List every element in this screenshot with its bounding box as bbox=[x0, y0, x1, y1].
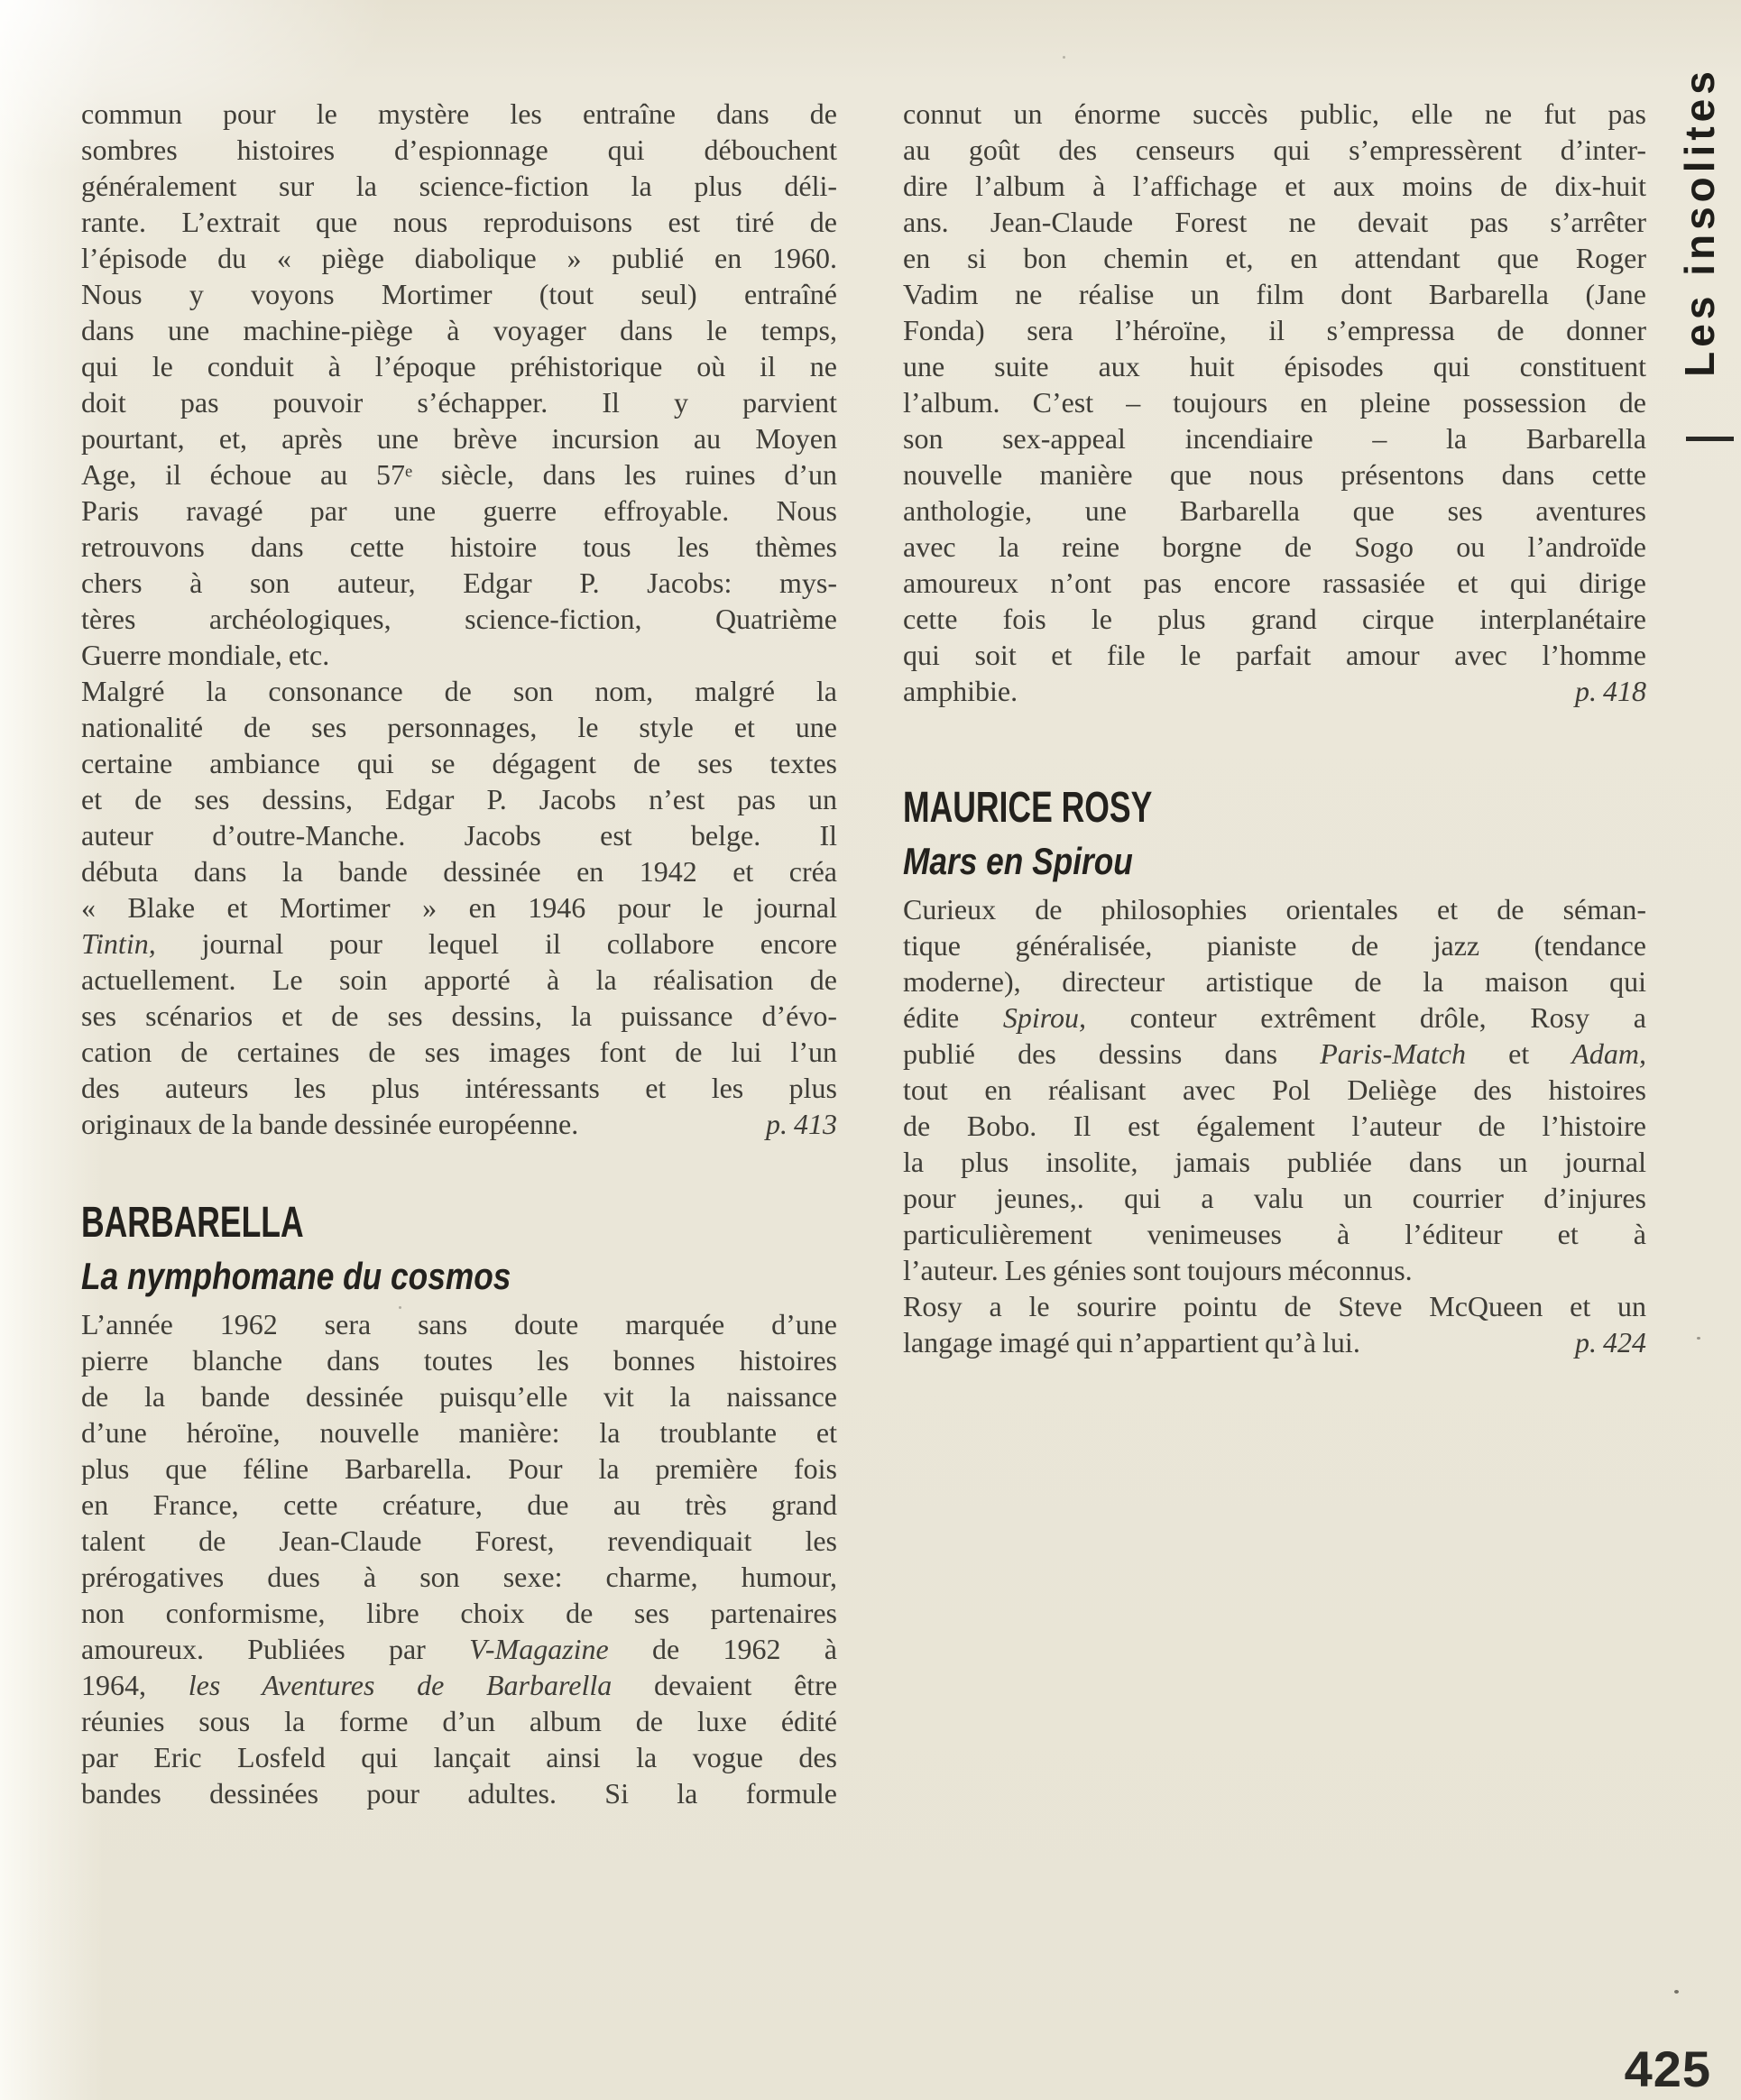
text-line: Malgré la consonance de son nom, malgré la bbox=[81, 675, 837, 707]
paragraph bbox=[903, 96, 1646, 709]
text-line: talent de Jean-Claude Forest, revendiquait les bbox=[81, 1524, 837, 1557]
text-line: en France, cette créature, due au très grand bbox=[81, 1488, 837, 1521]
text-line: Paris ravagé par une guerre effroyable. Nous bbox=[81, 494, 837, 527]
text-line: amoureux n’ont pas encore rassasiée et qui dirige bbox=[903, 566, 1646, 599]
article-title: BARBARELLA bbox=[81, 1199, 304, 1247]
paper-speck bbox=[399, 1306, 401, 1309]
text-line: débuta dans la bande dessinée en 1942 et créa bbox=[81, 855, 837, 888]
text-line: ans. Jean-Claude Forest ne devait pas s’arrêter bbox=[903, 206, 1646, 238]
text-line: et de ses dessins, Edgar P. Jacobs n’est pas un bbox=[81, 783, 837, 815]
text-line: plus que féline Barbarella. Pour la première fois bbox=[81, 1452, 837, 1485]
text-line: pierre blanche dans toutes les bonnes histoires bbox=[81, 1344, 837, 1377]
text-line: de Bobo. Il est également l’auteur de l’histoire bbox=[903, 1110, 1646, 1142]
text-line: actuellement. Le soin apporté à la réalisation de bbox=[81, 963, 837, 996]
text-line-content: amphibie. bbox=[903, 675, 1018, 707]
text-line: nouvelle manière que nous présentons dans cette bbox=[903, 458, 1646, 491]
paper-speck bbox=[1063, 56, 1065, 59]
text-line: pourtant, et, après une brève incursion au Moyen bbox=[81, 422, 837, 455]
text-line: certaine ambiance qui se dégagent de ses textes bbox=[81, 747, 837, 779]
text-line: bandes dessinées pour adultes. Si la formule bbox=[81, 1777, 837, 1810]
text-line: l’auteur. Les génies sont toujours méconnus. bbox=[903, 1254, 1413, 1286]
text-line: des auteurs les plus intéressants et les plus bbox=[81, 1072, 837, 1104]
text-line: tique généralisée, pianiste de jazz (tendance bbox=[903, 929, 1646, 962]
text-line: dire l’album à l’affichage et aux moins de dix-huit bbox=[903, 170, 1646, 202]
paragraph bbox=[81, 1306, 837, 1811]
text-line: tout en réalisant avec Pol Deliège des histoires bbox=[903, 1073, 1646, 1106]
text-line: qui le conduit à l’époque préhistorique où il ne bbox=[81, 350, 837, 382]
text-line: connut un énorme succès public, elle ne fut pas bbox=[903, 97, 1646, 130]
text-line: avec la reine borgne de Sogo ou l’androïde bbox=[903, 530, 1646, 563]
text-line: non conformisme, libre choix de ses partenaires bbox=[81, 1597, 837, 1629]
text-line: Age, il échoue au 57e siècle, dans les ruines d’un bbox=[81, 458, 838, 491]
text-line: généralement sur la science-fiction la plus déli- bbox=[81, 170, 837, 202]
right-column bbox=[903, 96, 1646, 1360]
text-line: l’album. C’est – toujours en pleine possession de bbox=[903, 386, 1646, 419]
text-line: édite Spirou, conteur extrêment drôle, Rosy a bbox=[903, 1001, 1647, 1034]
text-line-content: langage imagé qui n’appartient qu’à lui. bbox=[903, 1326, 1360, 1359]
text-line: la plus insolite, jamais publiée dans un journal bbox=[903, 1146, 1646, 1178]
page-ref: p. 424 bbox=[1575, 1326, 1646, 1359]
text-line: chers à son auteur, Edgar P. Jacobs: mys- bbox=[81, 566, 837, 599]
paper-speck bbox=[1674, 1990, 1679, 1994]
text-line: amoureux. Publiées par V-Magazine de 1962 à bbox=[81, 1633, 838, 1665]
text-line: « Blake et Mortimer » en 1946 pour le journal bbox=[81, 891, 837, 924]
article-subtitle: Mars en Spirou bbox=[903, 840, 1133, 882]
text-line: l’épisode du « piège diabolique » publié en 1960. bbox=[81, 242, 837, 274]
text-line: qui soit et file le parfait amour avec l’homme bbox=[903, 639, 1646, 671]
text-line: réunies sous la forme d’un album de luxe édité bbox=[81, 1705, 837, 1737]
text-line: Vadim ne réalise un film dont Barbarella (Jane bbox=[903, 278, 1646, 310]
text-line: Tintin, journal pour lequel il collabore encore bbox=[81, 927, 837, 960]
text-line: ses scénarios et de ses dessins, la puissance d’évo- bbox=[81, 999, 837, 1032]
text-line: anthologie, une Barbarella que ses aventures bbox=[903, 494, 1646, 527]
text-line: Rosy a le sourire pointu de Steve McQueen et un bbox=[903, 1290, 1646, 1322]
text-line: dans une machine-piège à voyager dans le temps, bbox=[81, 314, 837, 346]
text-line: son sex-appeal incendiaire – la Barbarella bbox=[903, 422, 1646, 455]
text-line: L’année 1962 sera sans doute marquée d’une bbox=[81, 1308, 837, 1340]
margin-dash bbox=[1686, 437, 1734, 441]
text-line: sombres histoires d’espionnage qui débouchent bbox=[81, 134, 837, 166]
article-title: MAURICE ROSY bbox=[903, 784, 1153, 832]
text-line: nationalité de ses personnages, le style et une bbox=[81, 711, 837, 743]
text-line: de la bande dessinée puisqu’elle vit la naissance bbox=[81, 1380, 837, 1413]
page-ref: p. 418 bbox=[1575, 675, 1646, 707]
paragraph bbox=[81, 673, 837, 1142]
text-line: Guerre mondiale, etc. bbox=[81, 639, 330, 671]
section-tab-label: Les insolites bbox=[1676, 67, 1723, 377]
text-line: publié des dessins dans Paris-Match et Adam, bbox=[903, 1037, 1646, 1070]
text-line: tères archéologiques, science-fiction, Quatrième bbox=[81, 603, 837, 635]
text-line: cette fois le plus grand cirque interplanétaire bbox=[903, 603, 1646, 635]
text-line: cation de certaines de ses images font de lui l’un bbox=[81, 1036, 837, 1068]
text-line: rante. L’extrait que nous reproduisons est tiré de bbox=[81, 206, 837, 238]
text-line: commun pour le mystère les entraîne dans de bbox=[81, 97, 837, 130]
paper-speck bbox=[1697, 1337, 1700, 1340]
text-line: Nous y voyons Mortimer (tout seul) entraîné bbox=[81, 278, 837, 310]
text-line-content: originaux de la bande dessinée européenne. bbox=[81, 1108, 579, 1140]
text-line: doit pas pouvoir s’échapper. Il y parvient bbox=[81, 386, 837, 419]
text-line: auteur d’outre-Manche. Jacobs est belge. Il bbox=[81, 819, 837, 852]
text-line: par Eric Losfeld qui lançait ainsi la vogue des bbox=[81, 1741, 837, 1773]
article-subtitle: La nymphomane du cosmos bbox=[81, 1255, 511, 1297]
text-line: d’une héroïne, nouvelle manière: la troublante et bbox=[81, 1416, 837, 1449]
text-line: en si bon chemin et, en attendant que Roger bbox=[903, 242, 1646, 274]
text-line: particulièrement venimeuses à l’éditeur et à bbox=[903, 1218, 1646, 1250]
text-line: au goût des censeurs qui s’empressèrent d’inter- bbox=[903, 134, 1646, 166]
paragraph bbox=[903, 1288, 1646, 1360]
text-line: prérogatives dues à son sexe: charme, humour, bbox=[81, 1561, 837, 1593]
text-line: 1964, les Aventures de Barbarella devaient être bbox=[81, 1669, 838, 1701]
text-line: moderne), directeur artistique de la maison qui bbox=[903, 965, 1646, 998]
left-column bbox=[81, 96, 837, 1811]
page-ref: p. 413 bbox=[766, 1108, 837, 1140]
paragraph bbox=[903, 891, 1646, 1288]
text-line: pour jeunes,. qui a valu un courrier d’injures bbox=[903, 1182, 1646, 1214]
text-line: une suite aux huit épisodes qui constituent bbox=[903, 350, 1646, 382]
article-heading bbox=[903, 785, 1646, 882]
text-line: Curieux de philosophies orientales et de séman- bbox=[903, 893, 1646, 926]
article-heading bbox=[81, 1200, 837, 1297]
text-line: retrouvons dans cette histoire tous les thèmes bbox=[81, 530, 837, 563]
paragraph bbox=[81, 96, 837, 673]
text-line: Fonda) sera l’héroïne, il s’empressa de donner bbox=[903, 314, 1646, 346]
page-number: 425 bbox=[1624, 2040, 1711, 2097]
